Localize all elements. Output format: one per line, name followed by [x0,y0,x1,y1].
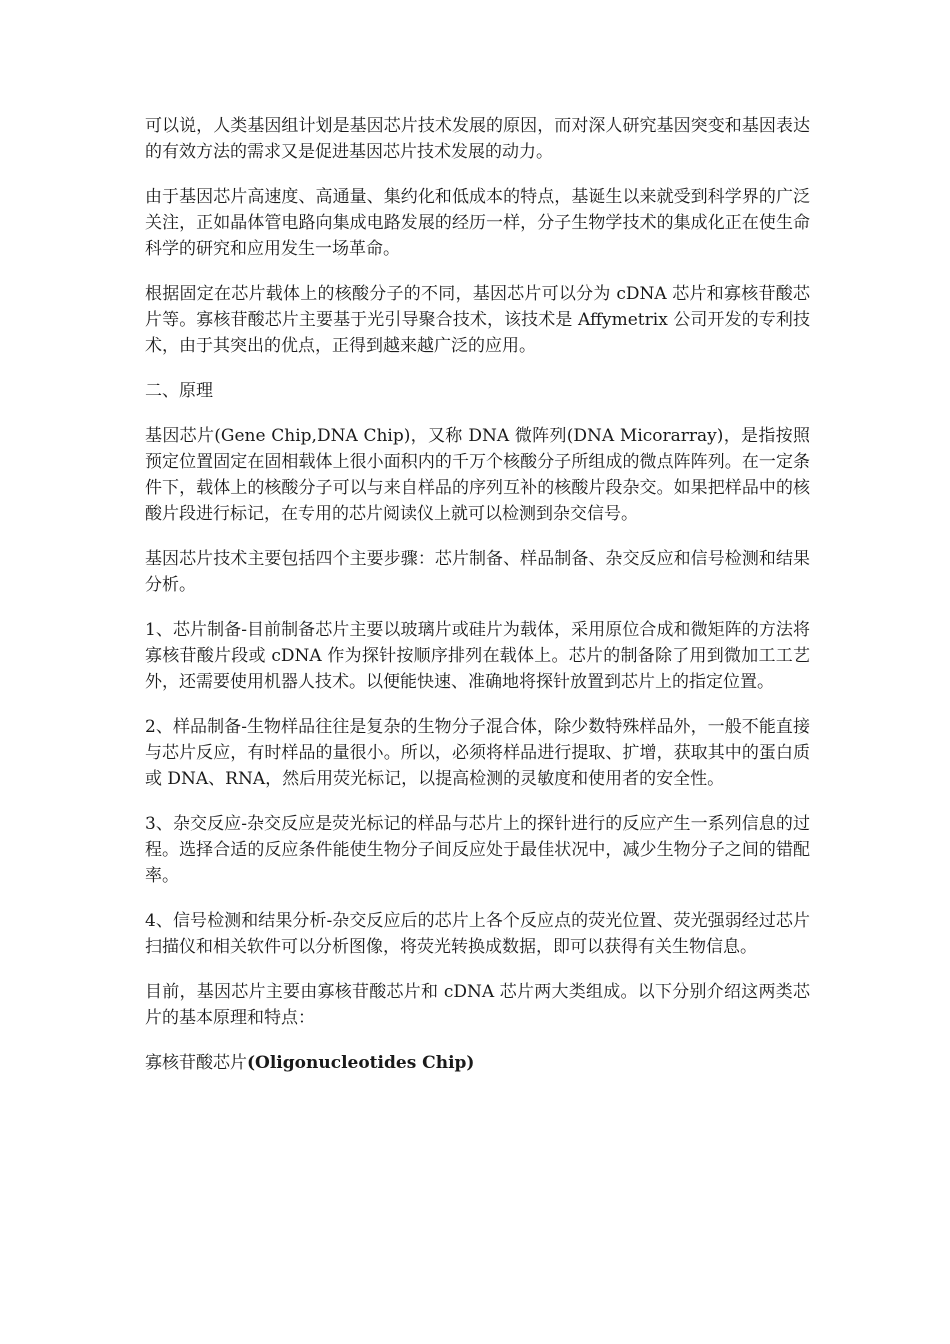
document-page [145,113,810,1095]
heading-prefix: 寡核苷酸芯片 [145,1053,247,1073]
paragraph-step-hybridization: 3、杂交反应-杂交反应是荧光标记的样品与芯片上的探针进行的反应产生一系列信息的过程。选择合适的反应条件能使生物分子间反应处于最佳状况中，减少生物分子之间的错配率。 [145,814,810,886]
paragraph-two-chip-classes: 目前，基因芯片主要由寡核苷酸芯片和 cDNA 芯片两大类组成。以下分别介绍这两类芯片的基本原理和特点： [145,982,810,1028]
heading-bold-term: (Oligonucleotides Chip) [247,1053,475,1073]
paragraph-hgp-motivation: 可以说，人类基因组计划是基因芯片技术发展的原因，而对深人研究基因突变和基因表达的有效方法的需求又是促进基因芯片技术发展的动力。 [145,116,810,162]
paragraph-step-sample-preparation: 2、样品制备-生物样品往往是复杂的生物分子混合体，除少数特殊样品外，一般不能直接与芯片反应，有时样品的量很小。所以，必须将样品进行提取、扩增，获取其中的蛋白质或 DNA、RNA，然后用荧光标记，以提高检测的灵敏度和使用者的安全性。 [145,717,810,789]
paragraph-chip-features: 由于基因芯片高速度、高通量、集约化和低成本的特点，基诞生以来就受到科学界的广泛关注，正如晶体管电路向集成电路发展的经历一样，分子生物学技术的集成化正在使生命科学的研究和应用发生一场革命。 [145,187,810,259]
section-heading-principle: 二、原理 [145,381,213,401]
paragraph-gene-chip-definition: 基因芯片(Gene Chip,DNA Chip)，又称 DNA 微阵列(DNA Micorarray)，是指按照预定位置固定在固相载体上很小面积内的千万个核酸分子所组成的微点阵阵列。在一定条件下，载体上的核酸分子可以与来自样品的序列互补的核酸片段杂交。如果把样品中的核酸片段进行标记，在专用的芯片阅读仪上就可以检测到杂交信号。 [145,426,810,524]
paragraph-four-steps: 基因芯片技术主要包括四个主要步骤：芯片制备、样品制备、杂交反应和信号检测和结果分析。 [145,549,810,595]
subsection-heading-oligo-chip [145,1050,810,1076]
paragraph-step-detection-analysis: 4、信号检测和结果分析-杂交反应后的芯片上各个反应点的荧光位置、荧光强弱经过芯片扫描仪和相关软件可以分析图像，将荧光转换成数据，即可以获得有关生物信息。 [145,911,810,957]
paragraph-chip-types: 根据固定在芯片载体上的核酸分子的不同，基因芯片可以分为 cDNA 芯片和寡核苷酸芯片等。寡核苷酸芯片主要基于光引导聚合技术，该技术是 Affymetrix 公司开发的专利技术，由于其突出的优点，正得到越来越广泛的应用。 [145,284,810,356]
paragraph-step-chip-preparation: 1、芯片制备-目前制备芯片主要以玻璃片或硅片为载体，采用原位合成和微矩阵的方法将寡核苷酸片段或 cDNA 作为探针按顺序排列在载体上。芯片的制备除了用到微加工工艺外，还需要使用机器人技术。以便能快速、准确地将探针放置到芯片上的指定位置。 [145,620,810,692]
